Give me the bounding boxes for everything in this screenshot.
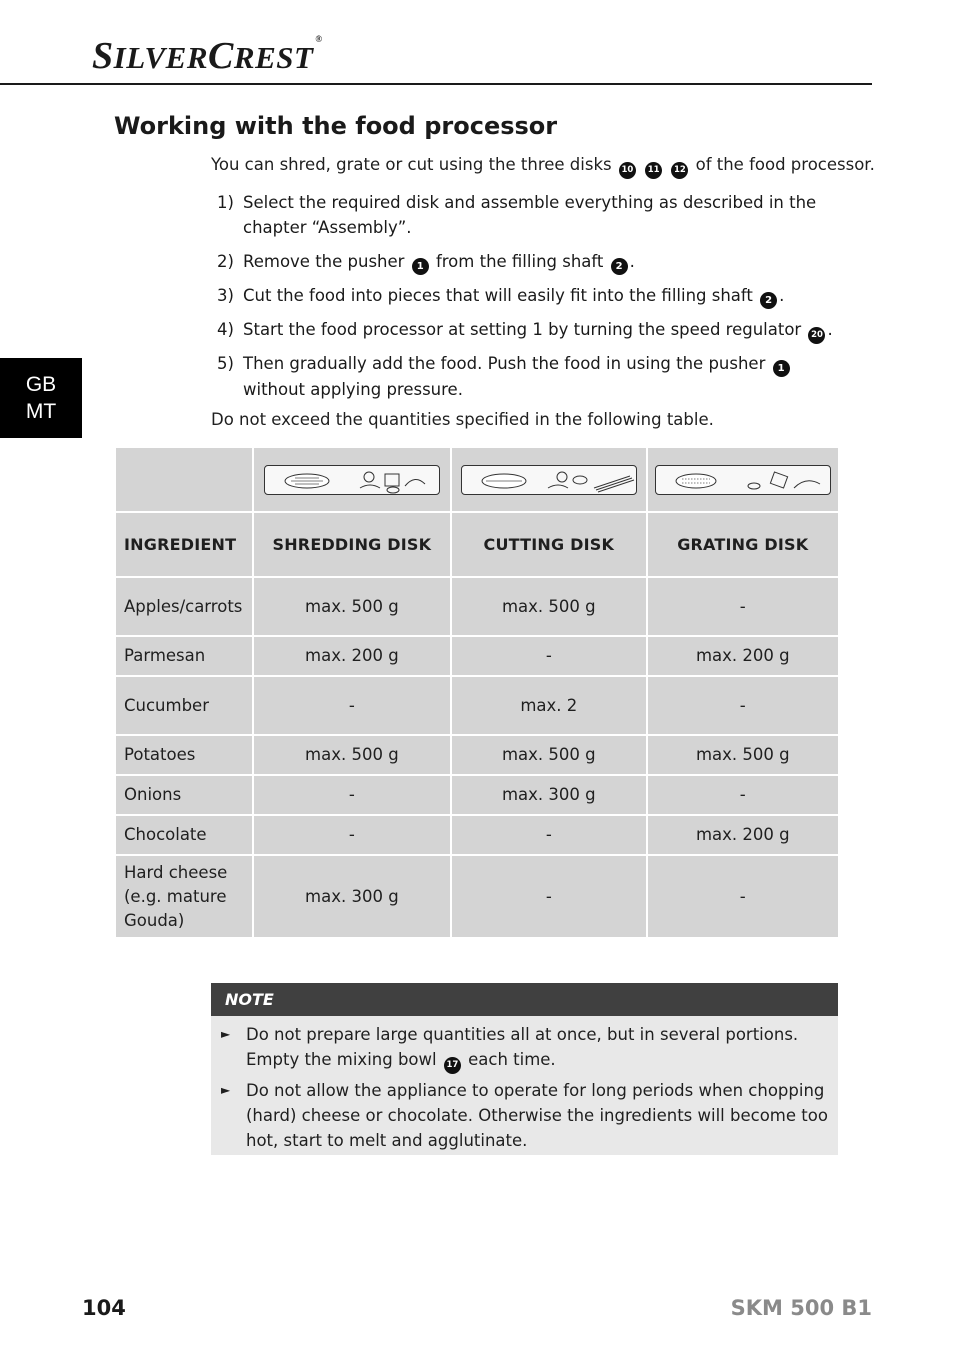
cutting-disk-icon (461, 465, 637, 495)
table-cell: - (452, 856, 645, 937)
note-box (211, 1016, 838, 1155)
table-cell: Cucumber (116, 677, 252, 734)
ref-number-icon: 2 (760, 292, 777, 309)
step-5 (217, 351, 847, 402)
table-cell: max. 500 g (452, 736, 645, 774)
intro-paragraph (211, 152, 875, 179)
table-cell: - (648, 677, 838, 734)
table-cell: max. 200 g (254, 637, 450, 675)
language-code-mt: MT (25, 400, 57, 423)
brand-initial-2: C (208, 35, 234, 77)
table-row (116, 736, 838, 774)
ref-number-icon: 12 (671, 162, 688, 179)
note-text: Do not allow the appliance to operate for long periods when chopping (hard) cheese or chocolate. Otherwise the ingredients will become too hot, start to melt and agglutinate. (246, 1081, 828, 1150)
table-row (116, 856, 838, 937)
table-cell: max. 200 g (648, 637, 838, 675)
step-2 (217, 249, 847, 275)
table-cell: Parmesan (116, 637, 252, 675)
step-number: 3) (217, 286, 234, 305)
step-1 (217, 190, 847, 240)
step-text-part: Start the food processor at setting 1 by turning the speed regulator (243, 320, 802, 339)
table-icon-cell (452, 448, 645, 511)
note-item-1 (221, 1022, 831, 1074)
column-header: CUTTING DISK (452, 513, 645, 576)
intro-text-start: You can shred, grate or cut using the three disks (211, 155, 612, 174)
brand-part-1: ILVER (113, 40, 209, 75)
table-cell: - (254, 776, 450, 814)
note-item-2 (221, 1078, 831, 1153)
language-code-gb: GB (25, 373, 57, 396)
language-tab (0, 358, 82, 438)
ref-number-icon: 2 (611, 258, 628, 275)
step-text-part: Then gradually add the food. Push the food in using the pusher (243, 354, 766, 373)
step-number: 1) (217, 193, 234, 212)
note-label: NOTE (225, 990, 274, 1009)
ref-number-icon: 10 (619, 162, 636, 179)
table-row (116, 637, 838, 675)
table-cell: max. 500 g (648, 736, 838, 774)
table-cell: max. 200 g (648, 816, 838, 854)
shredding-disk-icon (264, 465, 440, 495)
table-cell: Potatoes (116, 736, 252, 774)
table-cell: - (648, 776, 838, 814)
table-cell: max. 300 g (254, 856, 450, 937)
brand-initial-1: S (92, 35, 114, 77)
table-cell: Onions (116, 776, 252, 814)
column-header: INGREDIENT (116, 513, 252, 576)
table-cell: Chocolate (116, 816, 252, 854)
ref-number-icon: 17 (444, 1057, 461, 1074)
table-cell: max. 500 g (254, 736, 450, 774)
table-cell: max. 2 (452, 677, 645, 734)
step-number: 5) (217, 354, 234, 373)
bullet-arrow-icon: ► (221, 1027, 231, 1041)
bullet-arrow-icon: ► (221, 1083, 231, 1097)
table-cell: - (254, 816, 450, 854)
table-header-row (116, 513, 838, 576)
ref-number-icon: 1 (773, 360, 790, 377)
table-icon-cell (254, 448, 450, 511)
step-text (243, 351, 847, 402)
section-title: Working with the food processor (114, 112, 558, 140)
step-4 (217, 317, 847, 344)
step-text-part: . (827, 320, 833, 339)
note-text-part: each time. (468, 1050, 556, 1069)
table-intro: Do not exceed the quantities specified in the following table. (211, 410, 714, 429)
header-rule (0, 83, 872, 85)
registered-mark: ® (315, 34, 323, 44)
table-cell: Apples/carrots (116, 578, 252, 635)
step-text-part: Remove the pusher (243, 252, 405, 271)
table-icon-row (116, 448, 838, 511)
table-icon-cell (648, 448, 838, 511)
note-header (211, 983, 838, 1016)
table-cell: - (648, 856, 838, 937)
brand-logo (92, 34, 323, 78)
step-text: Select the required disk and assemble everything as described in the chapter “Assembly”. (243, 193, 817, 237)
table-cell: max. 300 g (452, 776, 645, 814)
step-3 (217, 283, 847, 309)
step-text-part: . (779, 286, 785, 305)
table-row (116, 816, 838, 854)
step-text (243, 249, 847, 275)
ref-number-icon: 20 (808, 327, 825, 344)
grating-disk-icon (655, 465, 831, 495)
table-row (116, 776, 838, 814)
table-cell: - (452, 637, 645, 675)
table-cell: - (648, 578, 838, 635)
note-text-part: Do not prepare large quantities all at once, but in several portions. Empty the mixing bowl (246, 1025, 799, 1069)
ref-number-icon: 11 (645, 162, 662, 179)
column-header: GRATING DISK (648, 513, 838, 576)
table-row (116, 677, 838, 734)
brand-part-2: REST (233, 40, 314, 75)
step-number: 2) (217, 252, 234, 271)
step-text-part: from the filling shaft (435, 252, 604, 271)
table-cell: - (452, 816, 645, 854)
model-number: SKM 500 B1 (730, 1296, 872, 1320)
note-text (246, 1022, 831, 1074)
quantities-table (116, 448, 838, 937)
table-icon-cell-empty (116, 448, 252, 511)
step-text-part: Cut the food into pieces that will easily fit into the filling shaft (243, 286, 753, 305)
page-number: 104 (82, 1296, 126, 1320)
table-row (116, 578, 838, 635)
table-cell: - (254, 677, 450, 734)
table-cell: max. 500 g (254, 578, 450, 635)
step-text-part: . (629, 252, 635, 271)
table-cell: max. 500 g (452, 578, 645, 635)
step-text (243, 317, 847, 344)
step-text (243, 283, 847, 309)
table-cell: Hard cheese (e.g. mature Gouda) (116, 856, 252, 937)
step-number: 4) (217, 320, 234, 339)
step-text-part: without applying pressure. (243, 380, 463, 399)
intro-text-end: of the food processor. (695, 155, 875, 174)
column-header: SHREDDING DISK (254, 513, 450, 576)
ref-number-icon: 1 (412, 258, 429, 275)
